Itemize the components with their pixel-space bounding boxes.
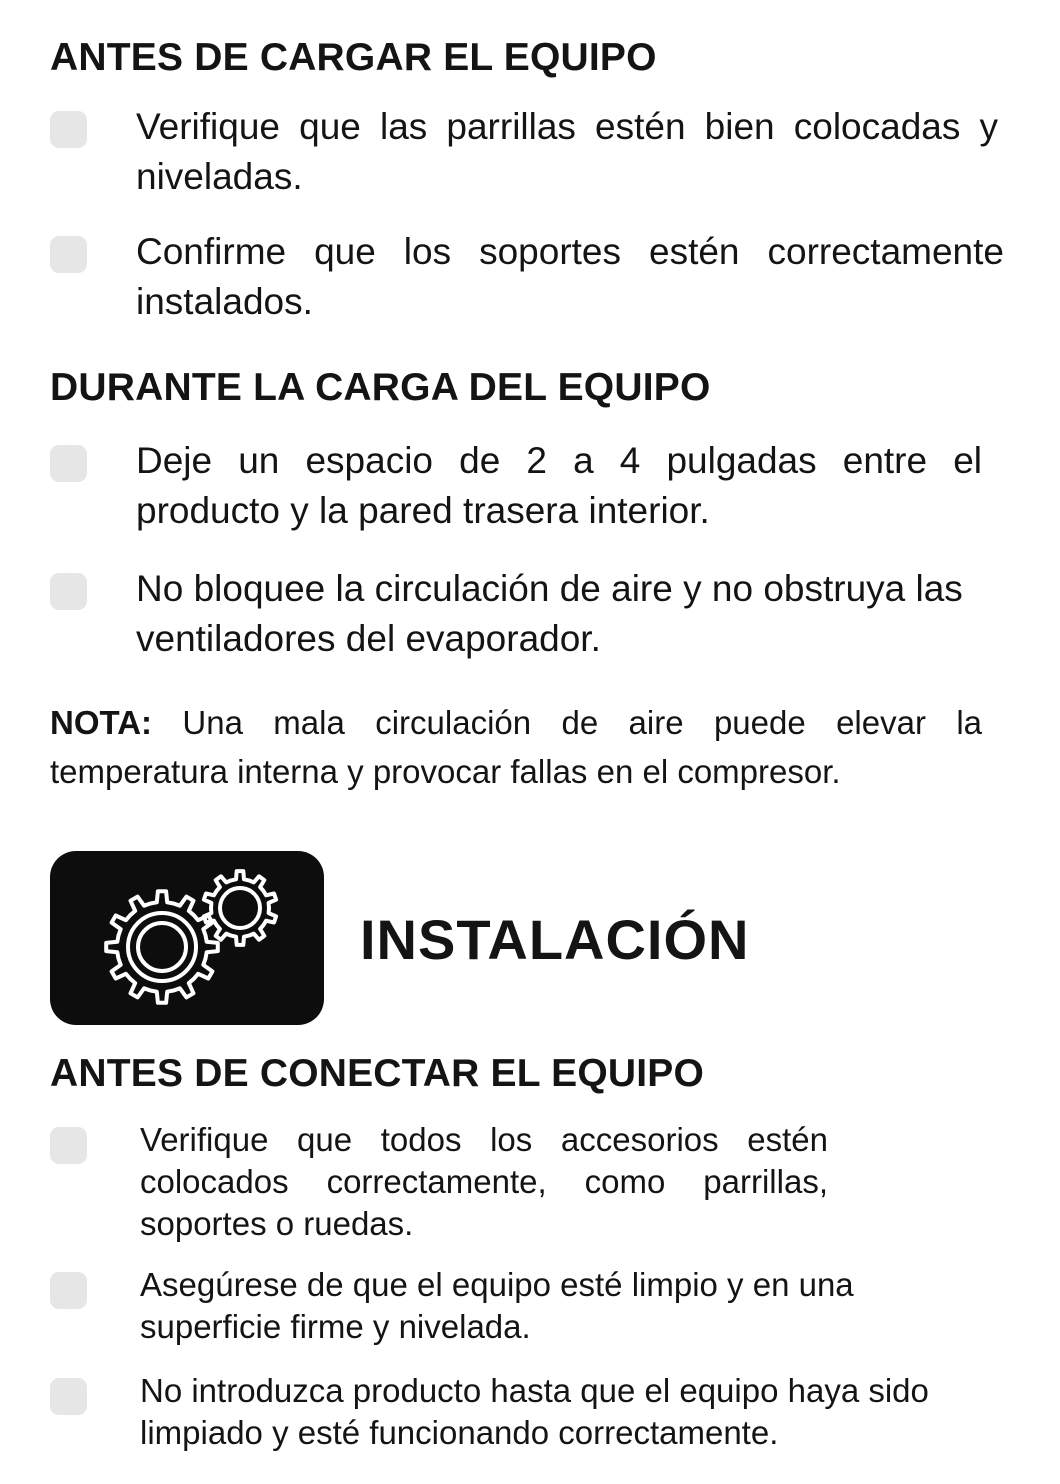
checklist-item-text: Asegúrese de que el equipo esté limpio y en una superficie firme y nivelada. [140,1266,854,1345]
checkbox[interactable] [50,1127,87,1164]
large-gear-shape [106,891,218,1003]
checklist-item-text: No introduzca producto hasta que el equipo haya sido limpiado y esté funcionando correctamente. [140,1372,929,1451]
checklist-item-text: Verifique que las parrillas estén bien colocadas y niveladas. [136,106,998,197]
checkbox[interactable] [50,236,87,273]
note-text: Una mala circulación de aire puede elevar la temperatura interna y provocar fallas en el compresor. [50,704,983,790]
section-heading-before-loading: ANTES DE CARGAR EL EQUIPO [50,36,657,79]
note-label: NOTA: [50,704,153,741]
installation-title: INSTALACIÓN [360,908,750,971]
small-gear-shape [204,871,276,945]
checkbox[interactable] [50,111,87,148]
section-heading-before-connecting: ANTES DE CONECTAR EL EQUIPO [50,1052,705,1095]
checkbox[interactable] [50,573,87,610]
checklist-item-text: Verifique que todos los accesorios estén colocados correctamente, como parrillas, soportes o ruedas. [140,1121,828,1242]
checklist-item-text: Deje un espacio de 2 a 4 pulgadas entre el producto y la pared trasera interior. [136,440,982,531]
note-paragraph [50,698,982,796]
checkbox[interactable] [50,1272,87,1309]
gears-icon-badge [50,851,324,1025]
checklist-item-text: Confirme que los soportes estén correctamente instalados. [136,231,1004,322]
checkbox[interactable] [50,1378,87,1415]
gears-icon [50,851,324,1025]
section-heading-during-loading: DURANTE LA CARGA DEL EQUIPO [50,366,711,409]
checkbox[interactable] [50,445,87,482]
checklist-item-text: No bloquee la circulación de aire y no obstruya las ventiladores del evaporador. [136,568,963,659]
